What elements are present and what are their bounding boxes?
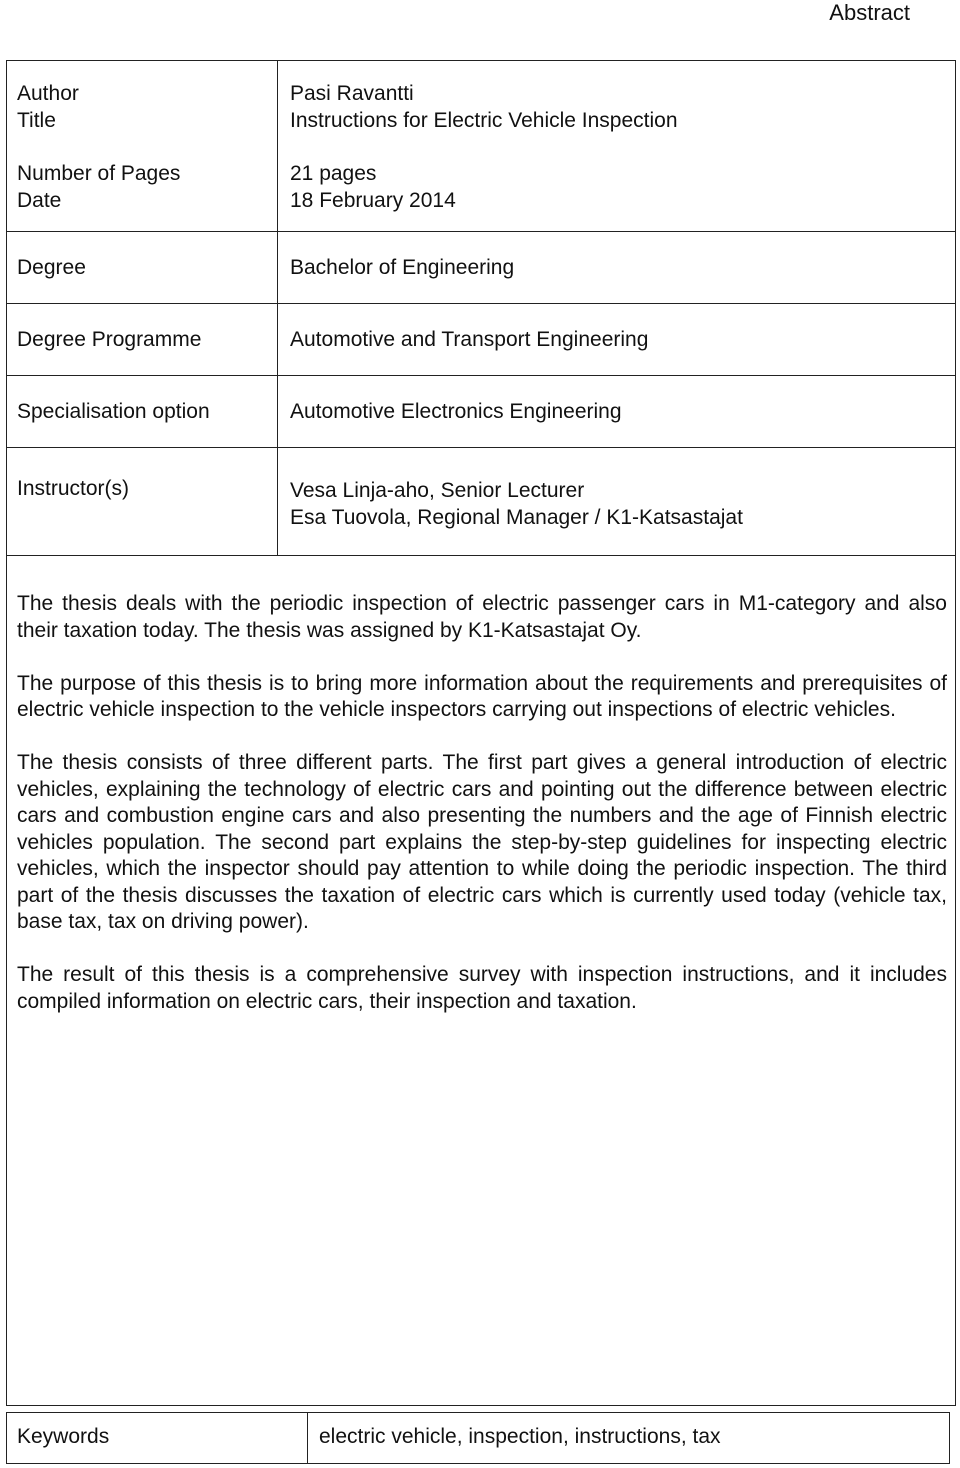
programme-label: Degree Programme [17, 328, 202, 351]
author-value: Pasi Ravantti [290, 82, 414, 105]
instructor-1: Vesa Linja-aho, Senior Lecturer [290, 479, 585, 502]
abstract-paragraph-3: The thesis consists of three different parts. The first part gives a general introduction of electric vehicles, explaining the technology of electric cars and pointing out the difference between electric cars and combustion engine cars and also presenting the numbers and the age of Finnish electric vehicles population. The second part explains the step-by-step guidelines for inspecting electric vehicles, which the inspector should pay attention to while doing the periodic inspection. The third part of the thesis discusses the taxation of electric cars which is currently used today (vehicle tax, base tax, tax on driving power). [17, 751, 947, 933]
title-label: Title [17, 109, 56, 132]
abstract-body [17, 591, 947, 1042]
instructors-row [7, 447, 955, 556]
option-value: Automotive Electronics Engineering [290, 400, 622, 423]
keywords-row [6, 1412, 950, 1464]
abstract-paragraph-2: The purpose of this thesis is to bring more information about the requirements and prerequisites of electric vehicle inspection to the vehicle inspectors carrying out inspections of electric vehicles. [17, 671, 947, 721]
keywords-divider [307, 1413, 308, 1463]
programme-value: Automotive and Transport Engineering [290, 328, 649, 351]
keywords-value: electric vehicle, inspection, instructions, tax [319, 1425, 721, 1448]
author-section [7, 61, 955, 232]
degree-value: Bachelor of Engineering [290, 256, 515, 279]
abstract-paragraph-1: The thesis deals with the periodic inspection of electric passenger cars in M1-category and also their taxation today. The thesis was assigned by K1-Katsastajat Oy. [17, 592, 947, 642]
date-value: 18 February 2014 [290, 189, 456, 212]
pages-value: 21 pages [290, 162, 377, 185]
abstract-form [6, 60, 956, 1406]
programme-row [7, 303, 955, 376]
instructors-label: Instructor(s) [17, 477, 130, 500]
keywords-label: Keywords [17, 1425, 110, 1448]
option-label: Specialisation option [17, 400, 210, 423]
instructor-2: Esa Tuovola, Regional Manager / K1-Katsastajat [290, 506, 743, 529]
option-row [7, 375, 955, 448]
page-heading: Abstract [829, 0, 910, 25]
abstract-paragraph-4: The result of this thesis is a comprehensive survey with inspection instructions, and it includes compiled information on electric cars, their inspection and taxation. [17, 963, 947, 1013]
title-value: Instructions for Electric Vehicle Inspection [290, 109, 678, 132]
degree-label: Degree [17, 256, 86, 279]
pages-label: Number of Pages [17, 162, 181, 185]
date-label: Date [17, 189, 62, 212]
author-label: Author [17, 82, 79, 105]
degree-row [7, 231, 955, 304]
